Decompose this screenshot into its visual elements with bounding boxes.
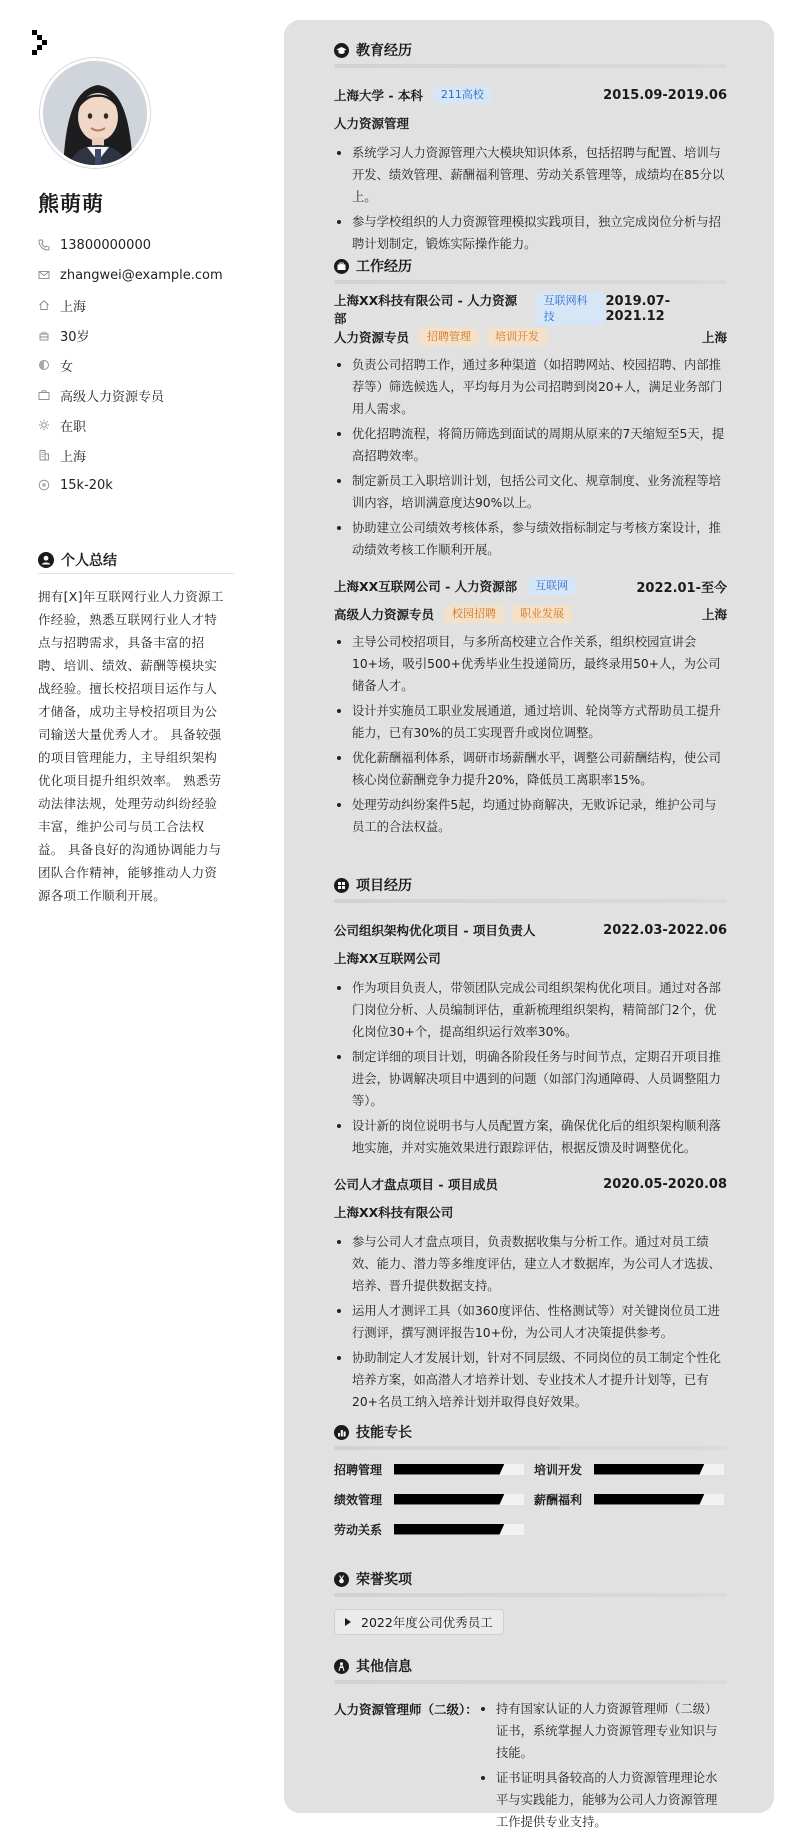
skill-bar — [394, 1494, 524, 1505]
skill-name: 培训开发 — [534, 1462, 583, 1477]
play-triangle-icon — [345, 1618, 351, 1626]
list-item: 设计新的岗位说明书与人员配置方案，确保优化后的组织架构顺利落地实施，并对实施效果进行跟踪评估，根据反馈及时调整优化。 — [334, 1115, 727, 1159]
project-2-date: 2020.05-2020.08 — [603, 1176, 727, 1192]
project-2-org: 上海XX科技有限公司 — [334, 1205, 454, 1220]
other-heading — [334, 1656, 727, 1676]
job-1-industry-tag: 互联网科技 — [536, 292, 606, 326]
projects-heading — [334, 875, 727, 895]
list-item: 证书证明具备较高的人力资源管理理论水平与实践能力，能够为公司人力资源管理工作提供专业支持。 — [478, 1767, 727, 1833]
list-item: 运用人才测评工具（如360度评估、性格测试等）对关键岗位员工进行测评，撰写测评报告10+份，为公司人才决策提供参考。 — [334, 1300, 727, 1344]
skill-name: 劳动关系 — [334, 1522, 383, 1537]
skills-section — [334, 1422, 727, 1552]
list-item: 协助建立公司绩效考核体系，参与绩效指标制定与考核方案设计，推动绩效考核工作顺利开展。 — [334, 517, 727, 561]
list-item: 协助制定人才发展计划，针对不同层级、不同岗位的员工制定个性化培养方案，如高潜人才培养计划、专业技术人才提升计划等，已有20+名员工纳入培养计划并取得良好效果。 — [334, 1347, 727, 1413]
building-icon — [38, 449, 50, 461]
job-1-position-line — [334, 326, 727, 348]
info-work-city — [38, 440, 223, 470]
award-name: 2022年度公司优秀员工 — [361, 1615, 493, 1630]
home-icon — [38, 299, 50, 311]
list-item: 制定新员工入职培训计划，包括公司文化、规章制度、业务流程等培训内容，培训满意度达90%以上。 — [334, 470, 727, 514]
status-icon — [38, 419, 50, 431]
education-section — [334, 40, 727, 258]
info-title — [38, 380, 223, 410]
award-badge — [334, 1609, 504, 1635]
job-1-header — [334, 293, 727, 326]
info-phone — [38, 230, 223, 260]
job-1-skill-tag: 培训开发 — [487, 328, 547, 346]
main-panel — [284, 20, 774, 1829]
briefcase-icon — [38, 389, 50, 401]
skill-bar-fill — [394, 1464, 505, 1475]
job-1-skill-tag: 招聘管理 — [419, 328, 479, 346]
age-text: 30岁 — [60, 329, 90, 345]
skill-item — [334, 1460, 524, 1478]
education-heading — [334, 40, 727, 60]
education-bullets — [334, 142, 727, 255]
projects-rule — [334, 899, 727, 903]
project-2-bullets — [334, 1231, 727, 1413]
projects-title: 项目经历 — [356, 878, 412, 894]
list-item: 参与学校组织的人力资源管理模拟实践项目，独立完成岗位分析与招聘计划制定，锻炼实际操作能力。 — [334, 211, 727, 255]
work-title: 工作经历 — [356, 259, 412, 275]
avatar — [40, 58, 150, 168]
major-name: 人力资源管理 — [334, 116, 410, 131]
project-2-name: 公司人才盘点项目 - 项目成员 — [334, 1177, 498, 1192]
other-rule — [334, 1680, 727, 1684]
skill-bar — [394, 1524, 524, 1535]
phone-text: 13800000000 — [60, 237, 151, 253]
skill-bar-fill — [394, 1524, 505, 1535]
list-item: 优化招聘流程，将简历筛选到面试的周期从原来的7天缩短至5天，提高招聘效率。 — [334, 423, 727, 467]
logo-arrow-icon — [32, 30, 52, 58]
project-2-header — [334, 1173, 727, 1195]
list-item: 制定详细的项目计划，明确各阶段任务与时间节点，定期召开项目推进会，协调解决项目中遇到的问题（如部门沟通障碍、人员调整阻力等）。 — [334, 1046, 727, 1112]
user-icon — [38, 552, 54, 568]
work-rule — [334, 280, 727, 284]
gender-icon — [38, 359, 50, 371]
job-2-industry-tag: 互联网 — [527, 577, 576, 595]
info-gender — [38, 350, 223, 380]
list-item: 系统学习人力资源管理六大模块知识体系，包括招聘与配置、培训与开发、绩效管理、薪酬福利管理、劳动关系管理等，成绩均在85分以上。 — [334, 142, 727, 208]
job-2-header — [334, 575, 727, 597]
info-email — [38, 260, 223, 290]
awards-heading — [334, 1569, 727, 1589]
bar-chart-icon — [334, 1425, 349, 1440]
skill-bar — [594, 1494, 724, 1505]
project-1-org-line — [334, 947, 727, 969]
location-text: 上海 — [60, 299, 87, 315]
grid-icon — [334, 878, 349, 893]
list-item: 持有国家认证的人力资源管理师（二级）证书，系统掌握人力资源管理专业知识与技能。 — [478, 1698, 727, 1764]
skills-rule — [334, 1446, 727, 1450]
awards-title: 荣誉奖项 — [356, 1572, 412, 1588]
email-text: zhangwei@example.com — [60, 267, 223, 283]
skill-name: 招聘管理 — [334, 1462, 383, 1477]
skill-item — [334, 1490, 524, 1508]
project-1-header — [334, 919, 727, 941]
status-text: 在职 — [60, 419, 87, 435]
candidate-name: 熊萌萌 — [38, 192, 104, 216]
info-status — [38, 410, 223, 440]
education-entry-header — [334, 84, 727, 106]
skill-name: 绩效管理 — [334, 1492, 383, 1507]
job-1-date: 2019.07-2021.12 — [605, 294, 671, 324]
contact-info-list — [38, 230, 223, 500]
work-city-text: 上海 — [60, 449, 87, 465]
salary-text: 15k-20k — [60, 477, 113, 493]
school-name: 上海大学 - 本科 — [334, 88, 423, 103]
skill-bar-fill — [594, 1494, 705, 1505]
summary-heading — [38, 550, 117, 570]
projects-section — [334, 875, 727, 1416]
job-1-company: 上海XX科技有限公司 - 人力资源部 — [334, 293, 518, 326]
list-item: 处理劳动纠纷案件5起，均通过协商解决，无败诉记录，维护公司与员工的合法权益。 — [334, 794, 727, 838]
skill-bar — [594, 1464, 724, 1475]
skills-title: 技能专长 — [356, 1425, 412, 1441]
awards-section — [334, 1569, 727, 1649]
skill-name: 薪酬福利 — [534, 1492, 583, 1507]
other-section — [334, 1656, 727, 1829]
info-salary — [38, 470, 223, 500]
email-icon — [38, 269, 50, 281]
certificate-bullets — [478, 1698, 727, 1833]
work-heading — [334, 256, 727, 276]
medal-icon — [334, 1572, 349, 1587]
person-icon — [334, 1659, 349, 1674]
list-item: 主导公司校招项目，与多所高校建立合作关系，组织校园宣讲会10+场，吸引500+优秀毕业生投递简历，最终录用50+人，为公司储备人才。 — [334, 631, 727, 697]
skill-item — [534, 1460, 724, 1478]
skill-bar — [394, 1464, 524, 1475]
list-item: 作为项目负责人，带领团队完成公司组织架构优化项目。通过对各部门岗位分析、人员编制评估，重新梳理组织架构，精简部门2个，优化岗位30+个，提高组织运行效率30%。 — [334, 977, 727, 1043]
summary-divider — [38, 573, 234, 574]
project-1-bullets — [334, 977, 727, 1159]
info-age — [38, 320, 223, 350]
phone-icon — [38, 239, 50, 251]
skill-bar-fill — [594, 1464, 705, 1475]
job-title-text: 高级人力资源专员 — [60, 389, 165, 405]
job-1-position: 人力资源专员 — [334, 330, 410, 345]
skill-item — [334, 1520, 524, 1538]
job-2-date: 2022.01-至今 — [636, 580, 727, 596]
work-section — [334, 256, 727, 841]
list-item: 优化薪酬福利体系，调研市场薪酬水平，调整公司薪酬结构，使公司核心岗位薪酬竞争力提升20%，降低员工离职率15%。 — [334, 747, 727, 791]
skill-bar-fill — [394, 1494, 505, 1505]
major-line — [334, 112, 727, 134]
skills-heading — [334, 1422, 727, 1442]
age-icon — [38, 329, 50, 341]
project-1-date: 2022.03-2022.06 — [603, 922, 727, 938]
job-1-city: 上海 — [701, 330, 727, 345]
job-2-bullets — [334, 631, 727, 838]
project-1-name: 公司组织架构优化项目 - 项目负责人 — [334, 923, 536, 938]
job-2-city: 上海 — [701, 607, 727, 622]
education-title: 教育经历 — [356, 43, 412, 59]
project-1-org: 上海XX互联网公司 — [334, 951, 441, 966]
job-2-skill-tag: 职业发展 — [512, 605, 572, 623]
education-date: 2015.09-2019.06 — [603, 87, 727, 103]
graduation-cap-icon — [334, 43, 349, 58]
certificate-label: 人力资源管理师（二级）： — [334, 1702, 478, 1717]
education-rule — [334, 64, 727, 68]
sidebar — [0, 0, 270, 1833]
list-item: 参与公司人才盘点项目，负责数据收集与分析工作。通过对员工绩效、能力、潜力等多维度评估，建立人才数据库，为公司人才选拔、培养、晋升提供数据支持。 — [334, 1231, 727, 1297]
project-2-org-line — [334, 1201, 727, 1223]
school-tag: 211高校 — [433, 86, 492, 104]
portrait-photo — [43, 61, 150, 168]
summary-text: 拥有[X]年互联网行业人力资源工作经验，熟悉互联网行业人才特点与招聘需求，具备丰富的招聘、培训、绩效、薪酬等模块实战经验。擅长校招项目运作与人才储备，成功主导校招项目为公司输送大量优秀人才。 具备较强的项目管理能力，主导组织架构优化项目提升组织效率。 熟悉劳动法律法规，处理劳动纠纷经验丰富，维护公司与员工合法权益。 具备良好的沟通协调能力与团队合作精神，能够推动人力资源各项工作顺利开展。 — [38, 589, 224, 903]
job-2-position-line — [334, 603, 727, 625]
awards-rule — [334, 1593, 727, 1597]
job-2-position: 高级人力资源专员 — [334, 607, 435, 622]
gender-text: 女 — [60, 359, 74, 375]
list-item: 设计并实施员工职业发展通道，通过培训、轮岗等方式帮助员工提升能力，已有30%的员工实现晋升或岗位调整。 — [334, 700, 727, 744]
job-1-bullets — [334, 354, 727, 561]
job-2-skill-tag: 校园招聘 — [444, 605, 504, 623]
summary-title: 个人总结 — [61, 553, 117, 569]
skill-item — [534, 1490, 724, 1508]
briefcase-icon — [334, 259, 349, 274]
info-location — [38, 290, 223, 320]
list-item: 负责公司招聘工作，通过多种渠道（如招聘网站、校园招聘、内部推荐等）筛选候选人，平均每月为公司招聘到岗20+人，满足业务部门用人需求。 — [334, 354, 727, 420]
other-title: 其他信息 — [356, 1659, 412, 1675]
salary-icon — [38, 479, 50, 491]
job-2-company: 上海XX互联网公司 - 人力资源部 — [334, 579, 518, 594]
